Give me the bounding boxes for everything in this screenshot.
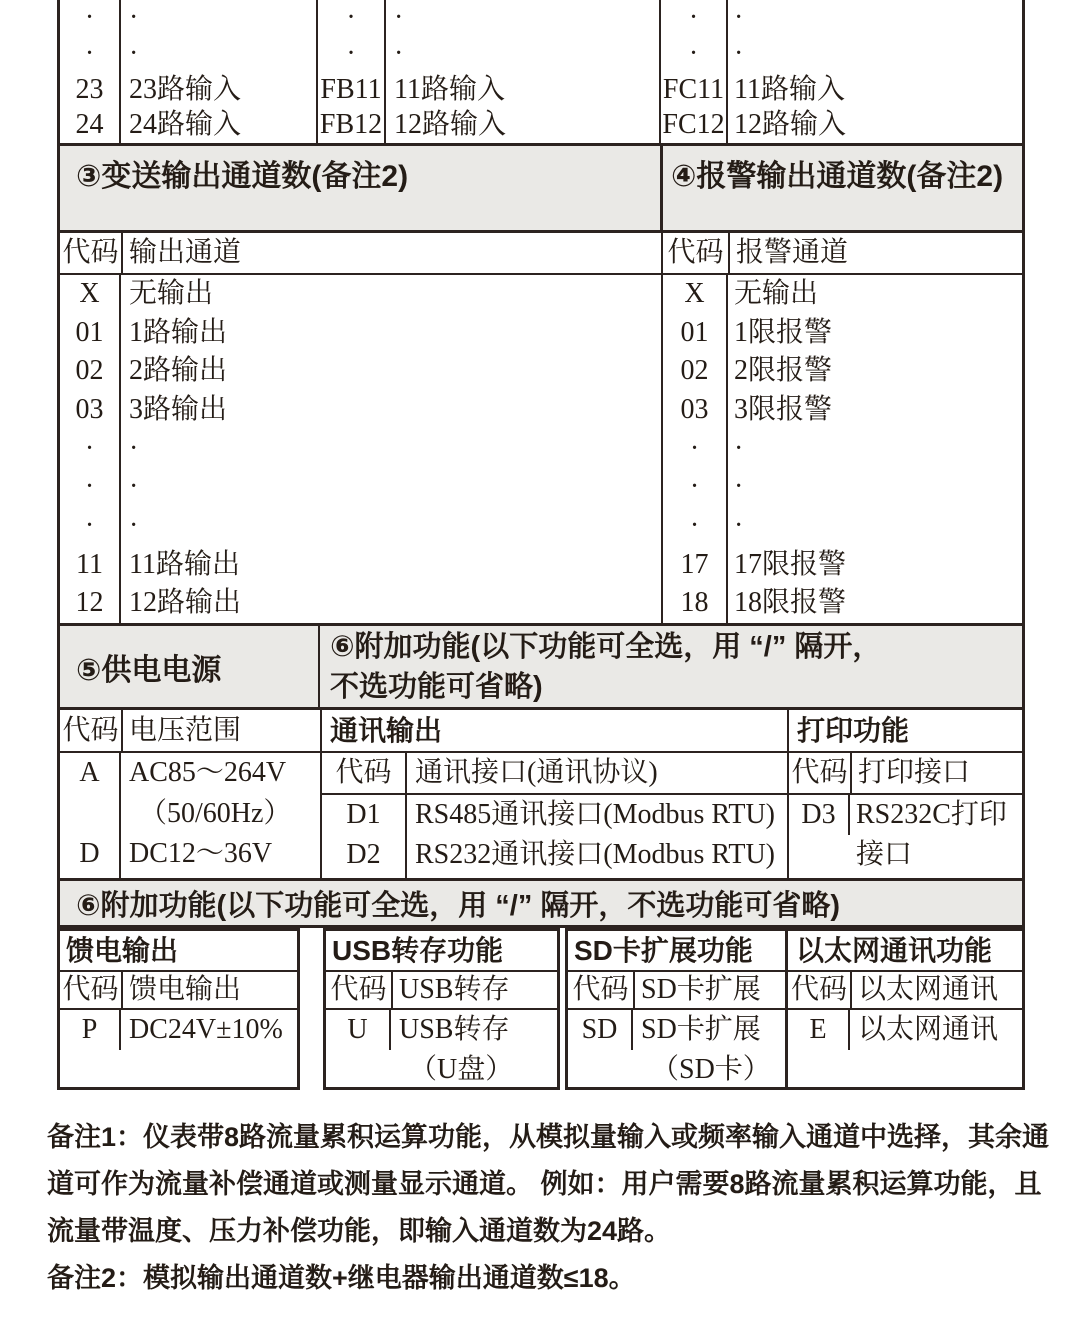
input-desc-column: [121, 0, 318, 143]
comm-section: [322, 710, 789, 878]
feed-section: [57, 928, 300, 1090]
alarm-table-header: [663, 233, 1022, 275]
ethernet-desc-column: [850, 1010, 1022, 1090]
cell: AC85～264V: [129, 757, 287, 788]
col-header-code: 代码: [568, 972, 635, 1008]
cell: [121, 1050, 297, 1090]
cell: FC11: [662, 73, 725, 105]
cell: USB转存: [399, 1014, 510, 1045]
comm-row-d2: [322, 835, 787, 878]
footnote-1-line2: 道可作为流量补偿通道或测量显示通道。 例如：用户需要8路流量累积运算功能，且: [47, 1169, 1042, 1199]
cell: D3: [789, 795, 850, 835]
section-6-title-full: ⑥附加功能(以下功能可全选，用 “/” 隔开，不选功能可省略): [76, 889, 841, 922]
cell: 2路输出: [129, 355, 228, 387]
cell: [60, 794, 119, 835]
cell: ·: [689, 471, 700, 503]
sd-section-title: SD卡扩展功能: [568, 931, 785, 972]
cell: SD: [568, 1010, 633, 1050]
output-code-column: [60, 275, 121, 623]
feed-table-body: [60, 1010, 297, 1090]
ethernet-section: [788, 928, 1025, 1090]
feed-desc-column: [121, 1010, 297, 1090]
cell: 18限报警: [734, 587, 847, 619]
power-comm-print-band: [57, 710, 1025, 878]
cell: 无输出: [129, 278, 214, 309]
cell: 1限报警: [734, 316, 833, 348]
cell: ·: [734, 432, 744, 464]
usb-section-title: USB转存功能: [326, 931, 557, 972]
sd-desc-column: [633, 1010, 785, 1090]
alarm-table: [663, 233, 1022, 623]
col-header-feed-output: 馈电输出: [129, 974, 242, 1005]
cell: ·: [129, 432, 139, 464]
col-header-ethernet: 以太网通讯: [858, 974, 999, 1005]
cell: X: [79, 278, 100, 309]
cell: 01: [75, 316, 104, 348]
power-table-header: [60, 710, 320, 753]
cell: 11: [76, 548, 103, 580]
cell: 23路输入: [129, 73, 242, 105]
cell: 23: [75, 73, 104, 105]
fb-desc-column: [386, 0, 661, 143]
cell: D: [79, 838, 100, 870]
footnote-1-line1: 备注1：仪表带8路流量累积运算功能，从模拟量输入或频率输入通道中选择，其余通: [47, 1122, 1050, 1152]
col-header-alarm-channel: 报警通道: [736, 237, 849, 268]
sd-table-body: [568, 1010, 785, 1090]
col-header-code: 代码: [663, 233, 730, 273]
cell: 11路输出: [129, 548, 240, 580]
cell: 24: [75, 109, 104, 141]
cell: ·: [129, 471, 139, 503]
section-6-title: [320, 626, 1022, 707]
col-header-voltage: 电压范围: [129, 715, 242, 746]
cell: U: [326, 1010, 391, 1050]
cell: 01: [680, 316, 709, 348]
cell: RS485通讯接口(Modbus RTU): [415, 799, 776, 830]
output-alarm-tables: [57, 233, 1025, 623]
cell: ·: [394, 37, 404, 69]
ethernet-table-header: [788, 972, 1022, 1010]
sd-table-header: [568, 972, 785, 1010]
power-code-column: [60, 753, 121, 878]
cell: FB11: [320, 73, 382, 105]
section-5-title: ⑤供电电源: [60, 626, 320, 707]
col-header-code: 代码: [789, 753, 852, 793]
power-table: [60, 710, 322, 878]
col-header-code: 代码: [60, 233, 123, 273]
alarm-desc-column: [728, 275, 1022, 623]
usb-section: [323, 928, 560, 1090]
power-desc-column: [121, 753, 320, 878]
cell: DC12～36V: [129, 838, 273, 870]
cell: D1: [322, 795, 407, 835]
print-desc-column: [850, 795, 1022, 878]
cell: 12路输入: [734, 109, 847, 141]
output-desc-column: [121, 275, 661, 623]
cell: 无输出: [734, 278, 819, 309]
cell: ·: [689, 509, 700, 541]
cell: （U盘）: [409, 1054, 514, 1085]
cell: RS232C打印: [856, 799, 1007, 830]
input-code-column: [60, 0, 121, 143]
cell: 3限报警: [734, 393, 833, 425]
section-6-title-line2: 不选功能可省略): [330, 671, 543, 703]
feed-section-title: 馈电输出: [60, 931, 297, 972]
cell: ·: [84, 471, 95, 503]
cell: X: [684, 278, 705, 309]
col-header-comm-interface: 通讯接口(通讯协议): [415, 757, 658, 788]
col-header-code: 代码: [60, 972, 123, 1008]
cell: 11路输入: [734, 73, 845, 105]
cell: P: [60, 1010, 121, 1050]
cell: SD卡扩展: [641, 1014, 761, 1045]
cell: （SD卡）: [651, 1054, 771, 1085]
footnote-2: 备注2：模拟输出通道数+继电器输出通道数≤18。: [47, 1263, 636, 1293]
cell: ·: [734, 2, 744, 33]
cell: 3路输出: [129, 393, 228, 425]
cell: DC24V±10%: [129, 1014, 283, 1045]
power-table-body: [60, 753, 320, 878]
cell: ·: [129, 37, 139, 69]
col-header-code: 代码: [322, 753, 407, 793]
table-gap: [300, 928, 323, 1090]
cell: （50/60Hz）: [139, 797, 292, 829]
cell: FC12: [662, 109, 725, 141]
cell: ·: [734, 471, 744, 503]
col-header-code: 代码: [60, 710, 123, 751]
fc-desc-column: [728, 0, 1022, 143]
cell: [850, 1050, 1022, 1090]
alarm-code-column: [663, 275, 728, 623]
cell: ·: [688, 2, 699, 33]
cell: RS232通讯接口(Modbus RTU): [415, 839, 776, 870]
cell: 11路输入: [394, 73, 505, 105]
col-header-print-interface: 打印接口: [858, 757, 971, 788]
comm-table-header: [322, 753, 787, 795]
input-channels-table-continued: [57, 0, 1025, 143]
cell: 12: [75, 587, 104, 619]
fc-code-column: [661, 0, 728, 143]
section-5-6-band: [57, 623, 1025, 710]
cell: 接口: [856, 839, 913, 870]
cell: ·: [689, 432, 700, 464]
cell: ·: [346, 37, 356, 69]
output-table-body: [60, 275, 661, 623]
cell: ·: [84, 37, 95, 69]
col-header-code: 代码: [788, 972, 852, 1008]
usb-desc-column: [391, 1010, 557, 1090]
cell: 02: [75, 355, 104, 387]
addon-sections-band: [57, 928, 1025, 1090]
sd-section: [565, 928, 788, 1090]
section-3-title: ③变送输出通道数(备注2): [60, 146, 663, 230]
cell: 03: [75, 393, 104, 425]
cell: 18: [680, 587, 709, 619]
cell: ·: [84, 2, 95, 33]
col-header-sd: SD卡扩展: [641, 974, 761, 1005]
print-section-title: 打印功能: [789, 710, 1022, 753]
cell: 17限报警: [734, 548, 847, 580]
cell: D2: [322, 835, 407, 878]
cell: ·: [688, 37, 699, 69]
comm-row-d1: [322, 795, 787, 835]
cell: ·: [84, 509, 95, 541]
footnote-1-line3: 流量带温度、压力补偿功能，即输入通道数为24路。: [47, 1216, 672, 1246]
usb-table-body: [326, 1010, 557, 1090]
cell: ·: [346, 2, 356, 33]
print-table-header: [789, 753, 1022, 795]
section-4-title: ④报警输出通道数(备注2): [671, 160, 1004, 193]
section-3-4-band: [57, 143, 1025, 233]
footnotes: [47, 1114, 1057, 1302]
cell: 以太网通讯: [858, 1014, 999, 1045]
cell: ·: [129, 509, 139, 541]
cell: 02: [680, 355, 709, 387]
usb-table-header: [326, 972, 557, 1010]
cell: 1路输出: [129, 316, 228, 348]
cell: FB12: [319, 109, 383, 141]
col-header-code: 代码: [326, 972, 393, 1008]
print-section: [789, 710, 1022, 878]
output-table: [60, 233, 663, 623]
cell: 17: [680, 548, 709, 580]
print-table-body: [789, 795, 1022, 878]
section-6-title-line1: ⑥附加功能(以下功能可全选，用 “/” 隔开，: [330, 631, 882, 663]
col-header-output-channel: 输出通道: [129, 237, 242, 268]
cell: 12路输出: [129, 587, 242, 619]
cell: 24路输入: [129, 109, 242, 141]
comm-section-title: 通讯输出: [322, 710, 787, 753]
cell: A: [79, 757, 100, 788]
col-header-usb: USB转存: [399, 974, 510, 1005]
alarm-table-body: [663, 275, 1022, 623]
ethernet-section-title: 以太网通讯功能: [788, 931, 1022, 972]
cell: 12路输入: [394, 109, 507, 141]
output-table-header: [60, 233, 661, 275]
cell: 2限报警: [734, 355, 833, 387]
cell: ·: [394, 2, 404, 33]
cell: ·: [734, 509, 744, 541]
section-6-band-2: [57, 878, 1025, 928]
cell: ·: [734, 37, 744, 69]
cell: ·: [129, 2, 139, 33]
cell: E: [788, 1010, 850, 1050]
feed-table-header: [60, 972, 297, 1010]
cell: 03: [680, 393, 709, 425]
cell: ·: [84, 432, 95, 464]
fb-code-column: [318, 0, 386, 143]
ethernet-table-body: [788, 1010, 1022, 1090]
